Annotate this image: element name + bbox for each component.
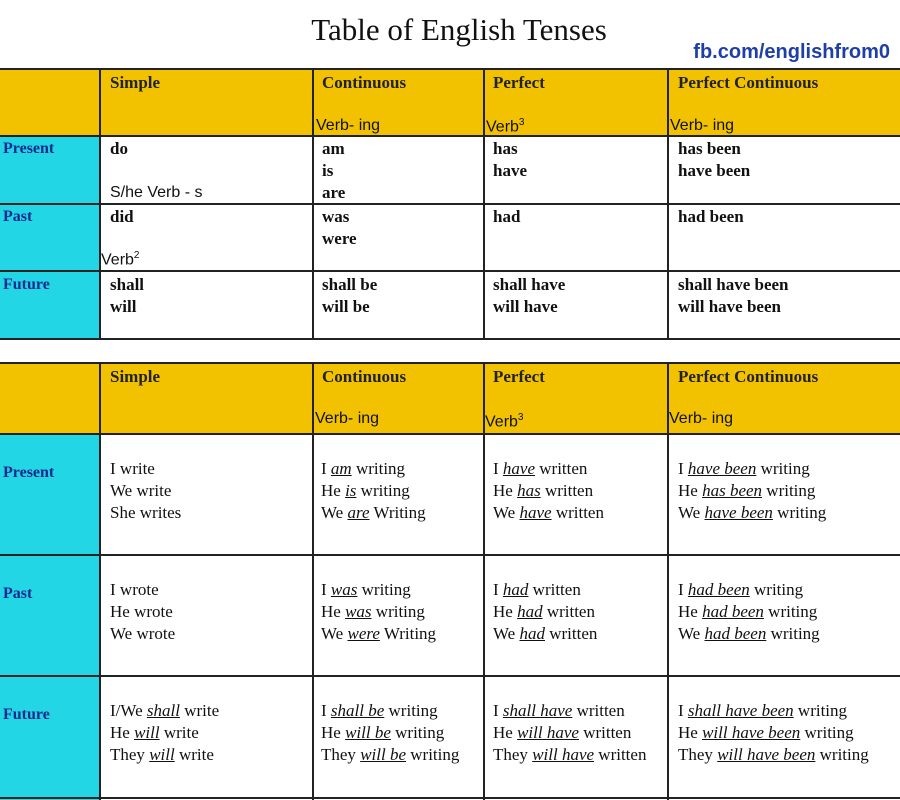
formula-present-simple: S/he Verb - s — [110, 184, 203, 201]
side-band — [0, 136, 100, 340]
example-cell — [321, 700, 459, 766]
example-text: He — [493, 481, 518, 500]
example-text: We — [678, 503, 705, 522]
example-cell — [110, 458, 181, 524]
example-text: written — [544, 624, 598, 643]
example-line — [493, 458, 604, 480]
auxiliary-verb: were — [347, 624, 380, 643]
formula-continuous: Verb- ing — [315, 410, 380, 427]
rule — [483, 68, 485, 340]
example-line — [110, 722, 219, 744]
auxiliary-verb: was — [330, 580, 358, 599]
example-text: We — [678, 624, 705, 643]
forms-table — [0, 68, 900, 340]
auxiliary-verb: will have — [532, 745, 595, 764]
example-text: He — [678, 481, 703, 500]
rule — [0, 362, 900, 364]
formula-perfect-continuous: Verb- ing — [670, 117, 735, 134]
example-text: writing — [772, 503, 827, 522]
example-line — [493, 700, 646, 722]
example-text: write — [179, 701, 220, 720]
formula-perfect-continuous: Verb- ing — [669, 410, 734, 427]
auxiliary-verb: had — [517, 602, 543, 621]
auxiliary-verb: have — [502, 459, 536, 478]
example-text: writing — [406, 745, 460, 764]
example-line — [321, 480, 426, 502]
example-cell — [678, 579, 820, 645]
example-text: She writes — [110, 503, 182, 522]
example-line — [493, 502, 604, 524]
side-band — [0, 434, 100, 800]
row-label-present: Present — [3, 464, 55, 481]
auxiliary-verb: have — [519, 503, 552, 522]
example-text: We — [321, 624, 348, 643]
auxiliary-verb: has been — [702, 481, 763, 500]
example-text: He — [493, 723, 518, 742]
example-text: He — [678, 602, 703, 621]
example-text: I write — [110, 459, 155, 478]
example-line — [321, 623, 436, 645]
auxiliary-verb: had — [502, 580, 529, 599]
rule — [99, 362, 101, 800]
example-line — [321, 722, 459, 744]
example-text: writing — [357, 580, 411, 599]
auxiliary-verb: shall be — [330, 701, 385, 720]
col-header-perfect: Perfect — [493, 73, 545, 92]
formula-continuous: Verb- ing — [316, 117, 381, 134]
example-line — [678, 744, 869, 766]
example-text: I — [493, 701, 503, 720]
example-line — [493, 579, 597, 601]
example-line — [321, 601, 436, 623]
example-text: writing — [351, 459, 406, 478]
example-cell — [678, 458, 826, 524]
form-cell: had been — [678, 207, 744, 226]
auxiliary-verb: has — [517, 481, 541, 500]
example-cell — [110, 579, 175, 645]
example-text: writing — [763, 602, 818, 621]
auxiliary-verb: shall have been — [687, 701, 794, 720]
example-line — [493, 480, 604, 502]
rule — [0, 338, 900, 340]
example-line — [493, 744, 646, 766]
example-text: writing — [384, 701, 438, 720]
col-header-simple: Simple — [110, 73, 161, 92]
example-text: They — [110, 745, 150, 764]
example-text: written — [542, 602, 595, 621]
example-text: I — [678, 459, 688, 478]
example-text: I — [678, 701, 688, 720]
example-text: I — [321, 701, 331, 720]
example-text: We — [493, 624, 520, 643]
col-header-continuous: Continuous — [322, 367, 407, 386]
form-cell: do — [110, 139, 128, 158]
example-text: We — [493, 503, 520, 522]
auxiliary-verb: will — [134, 723, 160, 742]
example-text: written — [578, 723, 632, 742]
form-cell: has been have been — [678, 139, 751, 180]
auxiliary-verb: will have been — [717, 745, 816, 764]
auxiliary-verb: is — [345, 481, 357, 500]
form-cell: shall have will have — [493, 275, 566, 316]
example-cell — [110, 700, 219, 766]
row-label-past: Past — [3, 585, 33, 602]
col-header-perfect: Perfect — [493, 367, 545, 386]
example-text: written — [535, 459, 588, 478]
rule — [667, 68, 669, 340]
example-line — [678, 623, 820, 645]
example-text: He wrote — [110, 602, 173, 621]
example-line — [321, 502, 426, 524]
example-text: I — [493, 580, 503, 599]
example-line — [110, 480, 181, 502]
rule — [99, 68, 101, 340]
auxiliary-verb: had been — [702, 602, 764, 621]
example-text: writing — [762, 481, 816, 500]
col-header-perfect-continuous: Perfect Continuous — [678, 367, 819, 386]
example-text: They — [493, 745, 533, 764]
auxiliary-verb: am — [330, 459, 352, 478]
col-header-continuous: Continuous — [322, 73, 407, 92]
example-text: writing — [766, 624, 820, 643]
example-text: I — [321, 580, 331, 599]
example-text: They — [678, 745, 718, 764]
col-header-simple: Simple — [110, 367, 161, 386]
examples-table — [0, 362, 900, 800]
row-label-present: Present — [3, 140, 55, 157]
example-text: written — [572, 701, 625, 720]
form-cell: was were — [322, 207, 357, 248]
auxiliary-verb: will be — [345, 723, 391, 742]
example-text: I — [321, 459, 331, 478]
example-line — [678, 458, 826, 480]
example-cell — [493, 700, 646, 766]
example-text: written — [551, 503, 604, 522]
formula-perfect: Verb$^3$ — [485, 412, 524, 431]
auxiliary-verb: shall have — [502, 701, 573, 720]
example-line — [678, 601, 820, 623]
example-line — [110, 601, 175, 623]
example-text: He — [321, 723, 346, 742]
formula-past-simple: Verb$^2$ — [101, 250, 140, 269]
example-line — [678, 722, 869, 744]
example-text: writing — [390, 723, 445, 742]
example-line — [110, 700, 219, 722]
rule — [0, 203, 900, 205]
example-line — [110, 579, 175, 601]
row-label-future: Future — [3, 276, 50, 293]
example-text: written — [540, 481, 594, 500]
example-line — [493, 722, 646, 744]
rule — [0, 433, 900, 435]
form-cell: did — [110, 207, 134, 226]
formula-perfect: Verb$^3$ — [486, 117, 525, 136]
example-line — [493, 601, 597, 623]
form-cell: shall have been will have been — [678, 275, 789, 316]
rule — [312, 68, 314, 340]
example-cell — [321, 458, 426, 524]
rule — [0, 797, 900, 799]
example-text: He — [493, 602, 518, 621]
example-text: writing — [815, 745, 869, 764]
example-text: writing — [793, 701, 848, 720]
auxiliary-verb: shall — [146, 701, 180, 720]
example-line — [678, 579, 820, 601]
auxiliary-verb: had been — [687, 580, 750, 599]
row-label-future: Future — [3, 706, 50, 723]
auxiliary-verb: are — [347, 503, 370, 522]
example-text: writing — [356, 481, 410, 500]
rule — [0, 675, 900, 677]
example-line — [110, 744, 219, 766]
example-line — [678, 480, 826, 502]
source-link[interactable]: fb.com/englishfrom0 — [693, 41, 890, 63]
example-line — [678, 502, 826, 524]
rule — [0, 270, 900, 272]
form-cell: shall will — [110, 275, 145, 316]
row-label-past: Past — [3, 208, 33, 225]
form-cell: had — [493, 207, 521, 226]
example-text: I/We — [110, 701, 147, 720]
example-cell — [493, 579, 597, 645]
form-cell: shall be will be — [322, 275, 378, 316]
auxiliary-verb: will — [149, 745, 175, 764]
col-header-perfect-continuous: Perfect Continuous — [678, 73, 819, 92]
example-cell — [321, 579, 436, 645]
auxiliary-verb: had been — [704, 624, 767, 643]
page-title: Table of English Tenses — [311, 12, 607, 47]
auxiliary-verb: have been — [687, 459, 757, 478]
example-text: written — [528, 580, 581, 599]
example-text: Writing — [379, 624, 437, 643]
example-line — [110, 502, 181, 524]
example-text: writing — [756, 459, 810, 478]
auxiliary-verb: have been — [704, 503, 773, 522]
example-line — [321, 579, 436, 601]
example-line — [321, 458, 426, 480]
example-text: Writing — [369, 503, 426, 522]
example-text: He — [321, 602, 346, 621]
auxiliary-verb: will have — [517, 723, 579, 742]
rule — [0, 135, 900, 137]
example-text: I — [678, 580, 688, 599]
example-text: They — [321, 745, 361, 764]
example-text: written — [594, 745, 647, 764]
example-line — [321, 744, 459, 766]
example-line — [110, 623, 175, 645]
example-text: writing — [800, 723, 854, 742]
example-text: He — [110, 723, 135, 742]
auxiliary-verb: will have been — [702, 723, 801, 742]
example-text: writing — [749, 580, 804, 599]
form-cell: am is are — [322, 139, 346, 202]
example-text: I — [493, 459, 503, 478]
example-line — [678, 700, 869, 722]
auxiliary-verb: was — [345, 602, 372, 621]
example-text: We write — [110, 481, 172, 500]
example-text: We wrote — [110, 624, 176, 643]
example-line — [110, 458, 181, 480]
example-text: He — [321, 481, 346, 500]
example-text: I wrote — [110, 580, 159, 599]
example-cell — [493, 458, 604, 524]
rule — [312, 362, 314, 800]
example-line — [321, 700, 459, 722]
auxiliary-verb: had — [519, 624, 545, 643]
auxiliary-verb: will be — [360, 745, 406, 764]
form-cell: has have — [493, 139, 527, 180]
rule — [0, 554, 900, 556]
example-line — [493, 623, 597, 645]
example-text: We — [321, 503, 348, 522]
example-text: He — [678, 723, 703, 742]
rule — [0, 68, 900, 70]
example-text: write — [174, 745, 214, 764]
example-text: write — [159, 723, 199, 742]
example-cell — [678, 700, 869, 766]
example-text: writing — [371, 602, 425, 621]
